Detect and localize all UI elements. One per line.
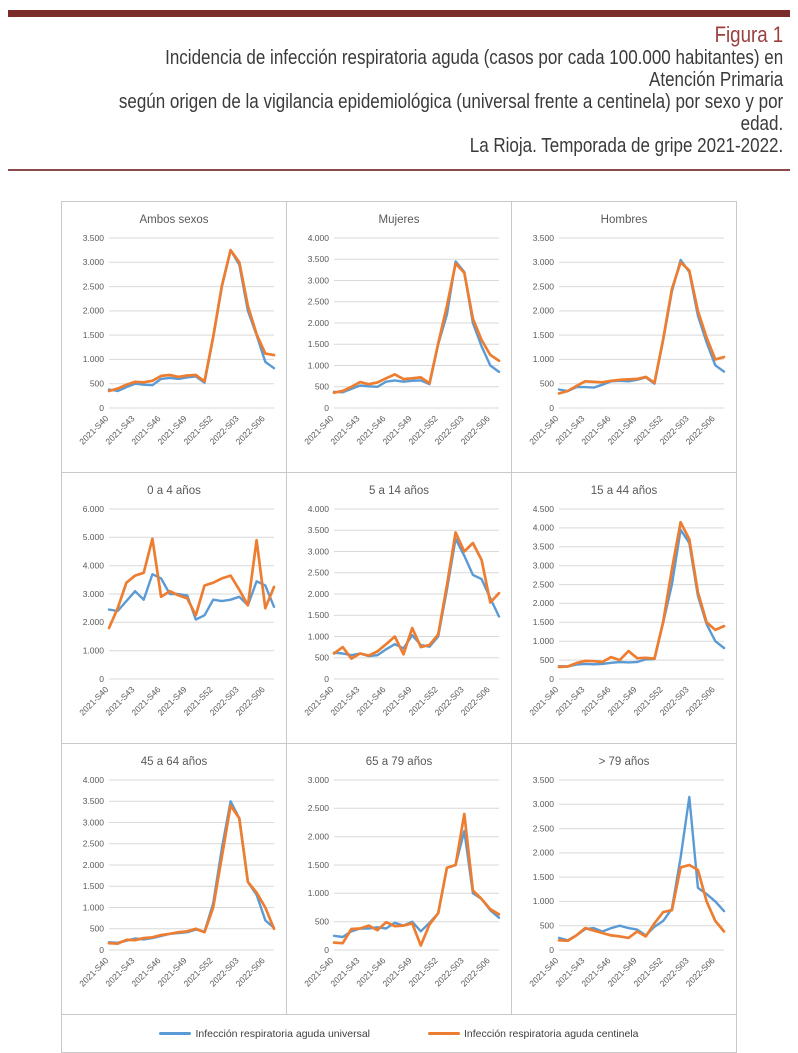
chart-15-a-44-anos — [512, 473, 737, 744]
y-tick-label: 3.500 — [82, 796, 104, 806]
y-tick-label: 500 — [314, 381, 329, 392]
y-tick-label: 1.500 — [532, 871, 554, 882]
y-tick-label: 2.000 — [82, 305, 104, 316]
y-tick-label: 500 — [539, 378, 554, 389]
y-tick-label: 0 — [324, 402, 329, 413]
y-tick-label: 1.500 — [532, 329, 554, 340]
y-tick-label: 2.000 — [307, 831, 329, 842]
y-tick-label: 1.000 — [307, 631, 329, 642]
y-tick-label: 3.500 — [532, 774, 554, 785]
y-tick-label: 2.500 — [82, 281, 104, 292]
legend-label-universal: Infección respiratoria aguda universal — [195, 1027, 370, 1040]
x-tick-label: 2021-S49 — [155, 684, 189, 718]
y-tick-label: 2.500 — [307, 803, 329, 814]
x-tick-label: 2021-S43 — [328, 955, 362, 989]
y-tick-label: 500 — [89, 923, 104, 934]
y-tick-label: 3.000 — [532, 560, 554, 571]
y-tick-label: 2.000 — [82, 617, 104, 628]
chart-plot — [512, 202, 736, 470]
y-tick-label: 3.500 — [82, 232, 104, 243]
x-tick-label: 2021-S40 — [302, 955, 336, 989]
y-tick-label: 6.000 — [82, 503, 104, 514]
x-tick-label: 2021-S43 — [103, 955, 137, 989]
y-tick-label: 2.000 — [307, 588, 329, 599]
figure-panel — [61, 201, 737, 1053]
x-tick-label: 2021-S52 — [181, 413, 215, 447]
y-tick-label: 3.000 — [307, 275, 329, 286]
x-tick-label: 2021-S46 — [129, 413, 163, 447]
chart-plot — [287, 744, 511, 1012]
x-tick-label: 2022-S03 — [657, 684, 691, 718]
y-tick-label: 0 — [324, 673, 329, 684]
y-tick-label: 4.500 — [532, 503, 554, 514]
y-tick-label: 2.000 — [532, 847, 554, 858]
x-tick-label: 2021-S52 — [631, 684, 665, 718]
y-tick-label: 0 — [549, 944, 554, 955]
x-tick-label: 2021-S52 — [631, 955, 665, 989]
y-tick-label: 1.500 — [307, 610, 329, 621]
x-tick-label: 2021-S43 — [553, 413, 587, 447]
y-tick-label: 1.500 — [307, 859, 329, 870]
x-tick-label: 2021-S49 — [380, 413, 414, 447]
x-tick-label: 2021-S46 — [354, 955, 388, 989]
series-universal-line — [334, 831, 499, 937]
y-tick-label: 2.500 — [532, 823, 554, 834]
y-tick-label: 1.000 — [307, 360, 329, 371]
x-tick-label: 2022-S03 — [657, 413, 691, 447]
series-universal-line — [334, 261, 499, 392]
x-tick-label: 2021-S46 — [354, 413, 388, 447]
x-tick-label: 2021-S49 — [605, 955, 639, 989]
y-tick-label: 1.000 — [532, 354, 554, 365]
chart-plot — [62, 473, 286, 741]
y-tick-label: 3.000 — [82, 257, 104, 268]
chart-title: Hombres — [600, 214, 648, 226]
y-tick-label: 500 — [314, 916, 329, 927]
x-tick-label: 2022-S03 — [657, 955, 691, 989]
y-tick-label: 500 — [539, 654, 554, 665]
figure-title-line-3: La Rioja. Temporada de gripe 2021-2022. — [469, 135, 784, 157]
x-tick-label: 2022-S03 — [207, 413, 241, 447]
chart-title: 5 a 14 años — [368, 485, 430, 497]
x-tick-label: 2021-S43 — [553, 684, 587, 718]
y-tick-label: 3.000 — [307, 546, 329, 557]
y-tick-label: 3.000 — [82, 817, 104, 828]
chart-legend — [61, 1015, 737, 1053]
x-tick-label: 2021-S46 — [579, 684, 613, 718]
series-universal-line — [559, 260, 724, 391]
legend-swatch-centinela-icon — [428, 1032, 460, 1035]
y-tick-label: 4.000 — [307, 232, 329, 243]
y-tick-label: 500 — [89, 378, 104, 389]
header-divider-rule — [8, 169, 790, 171]
y-tick-label: 3.500 — [307, 254, 329, 264]
legend-label-centinela: Infección respiratoria aguda centinela — [464, 1027, 639, 1040]
y-tick-label: 2.000 — [532, 305, 554, 316]
y-tick-label: 3.000 — [532, 799, 554, 810]
y-tick-label: 0 — [99, 944, 104, 955]
y-tick-label: 1.000 — [82, 902, 104, 913]
y-tick-label: 1.000 — [532, 636, 554, 646]
chart-hombres — [512, 202, 737, 473]
x-tick-label: 2021-S40 — [77, 413, 111, 447]
series-universal-line — [559, 797, 724, 940]
x-tick-label: 2022-S03 — [432, 684, 466, 718]
chart-title: Mujeres — [378, 214, 420, 226]
x-tick-label: 2021-S46 — [579, 955, 613, 989]
y-tick-label: 500 — [314, 652, 329, 663]
y-tick-label: 5.000 — [82, 532, 104, 543]
chart-title: Ambos sexos — [139, 214, 209, 226]
x-tick-label: 2021-S49 — [155, 955, 189, 989]
chart-title: 45 a 64 años — [140, 756, 208, 768]
x-tick-label: 2022-S06 — [683, 955, 717, 989]
y-tick-label: 2.000 — [532, 598, 554, 609]
y-tick-label: 1.500 — [82, 881, 104, 892]
y-tick-label: 1.000 — [307, 888, 329, 899]
chart-plot — [287, 473, 511, 741]
y-tick-label: 0 — [99, 402, 104, 413]
figure-label: Figura 1 — [714, 22, 784, 47]
figure-title-line-1: Incidencia de infección respiratoria aguda (casos por cada 100.000 habitantes) en Atención Primaria — [165, 47, 784, 91]
chart-plot — [287, 202, 511, 470]
y-tick-label: 1.500 — [307, 339, 329, 350]
y-tick-label: 0 — [549, 673, 554, 684]
x-tick-label: 2021-S46 — [579, 413, 613, 447]
x-tick-label: 2022-S06 — [233, 413, 267, 447]
x-tick-label: 2021-S49 — [605, 684, 639, 718]
x-tick-label: 2021-S52 — [631, 413, 665, 447]
figure-header — [119, 22, 791, 157]
x-tick-label: 2021-S46 — [129, 684, 163, 718]
y-tick-label: 2.500 — [532, 579, 554, 590]
y-tick-label: 4.000 — [82, 774, 104, 785]
x-tick-label: 2021-S49 — [155, 413, 189, 447]
x-tick-label: 2022-S06 — [233, 684, 267, 718]
x-tick-label: 2022-S06 — [458, 413, 492, 447]
y-tick-label: 3.500 — [307, 525, 329, 535]
x-tick-label: 2021-S52 — [406, 955, 440, 989]
chart-plot — [512, 473, 736, 741]
top-accent-rule — [8, 10, 790, 17]
x-tick-label: 2021-S52 — [181, 684, 215, 718]
series-centinela-line — [559, 522, 724, 667]
y-tick-label: 0 — [99, 673, 104, 684]
series-centinela-line — [109, 250, 274, 391]
y-tick-label: 2.000 — [307, 317, 329, 328]
x-tick-label: 2022-S06 — [458, 684, 492, 718]
x-tick-label: 2021-S46 — [129, 955, 163, 989]
x-tick-label: 2021-S43 — [553, 955, 587, 989]
x-tick-label: 2021-S52 — [406, 413, 440, 447]
x-tick-label: 2021-S40 — [302, 413, 336, 447]
x-tick-label: 2021-S43 — [328, 684, 362, 718]
y-tick-label: 1.000 — [532, 896, 554, 907]
chart-plot — [512, 744, 736, 1012]
x-tick-label: 2022-S03 — [432, 413, 466, 447]
series-centinela-line — [109, 539, 274, 628]
series-centinela-line — [109, 806, 274, 944]
series-universal-line — [109, 250, 274, 391]
chart-title: > 79 años — [598, 756, 650, 768]
y-tick-label: 1.500 — [532, 617, 554, 628]
x-tick-label: 2021-S43 — [103, 413, 137, 447]
y-tick-label: 1.000 — [82, 645, 104, 656]
y-tick-label: 3.500 — [532, 541, 554, 552]
y-tick-label: 500 — [539, 920, 554, 931]
y-tick-label: 1.000 — [82, 354, 104, 365]
y-tick-label: 4.000 — [307, 503, 329, 514]
x-tick-label: 2022-S03 — [207, 684, 241, 718]
y-tick-label: 3.500 — [532, 232, 554, 243]
x-tick-label: 2022-S06 — [683, 684, 717, 718]
chart-title: 15 a 44 años — [590, 485, 658, 497]
y-tick-label: 4.000 — [82, 560, 104, 571]
x-tick-label: 2022-S06 — [458, 955, 492, 989]
chart-mas-79-anos — [512, 744, 737, 1015]
y-tick-label: 2.500 — [532, 281, 554, 292]
charts-grid — [61, 201, 737, 1015]
y-tick-label: 2.500 — [82, 838, 104, 849]
legend-swatch-universal-icon — [159, 1032, 191, 1035]
x-tick-label: 2021-S40 — [302, 684, 336, 718]
x-tick-label: 2021-S46 — [354, 684, 388, 718]
x-tick-label: 2021-S40 — [77, 684, 111, 718]
chart-45-a-64-anos — [62, 744, 287, 1015]
x-tick-label: 2021-S43 — [103, 684, 137, 718]
chart-mujeres — [287, 202, 512, 473]
y-tick-label: 3.000 — [82, 588, 104, 599]
y-tick-label: 0 — [549, 402, 554, 413]
x-tick-label: 2021-S52 — [181, 955, 215, 989]
x-tick-label: 2021-S40 — [527, 413, 561, 447]
y-tick-label: 3.000 — [532, 257, 554, 268]
chart-65-a-79-anos — [287, 744, 512, 1015]
x-tick-label: 2021-S40 — [527, 684, 561, 718]
y-tick-label: 2.000 — [82, 859, 104, 870]
x-tick-label: 2022-S03 — [207, 955, 241, 989]
y-tick-label: 2.500 — [307, 567, 329, 578]
series-centinela-line — [559, 865, 724, 941]
x-tick-label: 2021-S49 — [380, 684, 414, 718]
x-tick-label: 2022-S06 — [233, 955, 267, 989]
x-tick-label: 2021-S52 — [406, 684, 440, 718]
chart-title: 0 a 4 años — [147, 485, 201, 497]
chart-plot — [62, 744, 286, 1012]
chart-title: 65 a 79 años — [365, 756, 433, 768]
y-tick-label: 2.500 — [307, 296, 329, 307]
figure-title-line-2: según origen de la vigilancia epidemiológica (universal frente a centinela) por sexo y por edad. — [118, 91, 784, 135]
x-tick-label: 2021-S43 — [328, 413, 362, 447]
x-tick-label: 2021-S40 — [77, 955, 111, 989]
y-tick-label: 4.000 — [532, 522, 554, 533]
x-tick-label: 2022-S03 — [432, 955, 466, 989]
y-tick-label: 0 — [324, 944, 329, 955]
chart-plot — [62, 202, 286, 470]
chart-5-a-14-anos — [287, 473, 512, 744]
x-tick-label: 2021-S49 — [605, 413, 639, 447]
x-tick-label: 2021-S49 — [380, 955, 414, 989]
y-tick-label: 1.500 — [82, 329, 104, 340]
x-tick-label: 2022-S06 — [683, 413, 717, 447]
chart-0-a-4-anos — [62, 473, 287, 744]
y-tick-label: 3.000 — [307, 774, 329, 785]
series-centinela-line — [559, 262, 724, 393]
x-tick-label: 2021-S40 — [527, 955, 561, 989]
chart-ambos-sexos — [62, 202, 287, 473]
